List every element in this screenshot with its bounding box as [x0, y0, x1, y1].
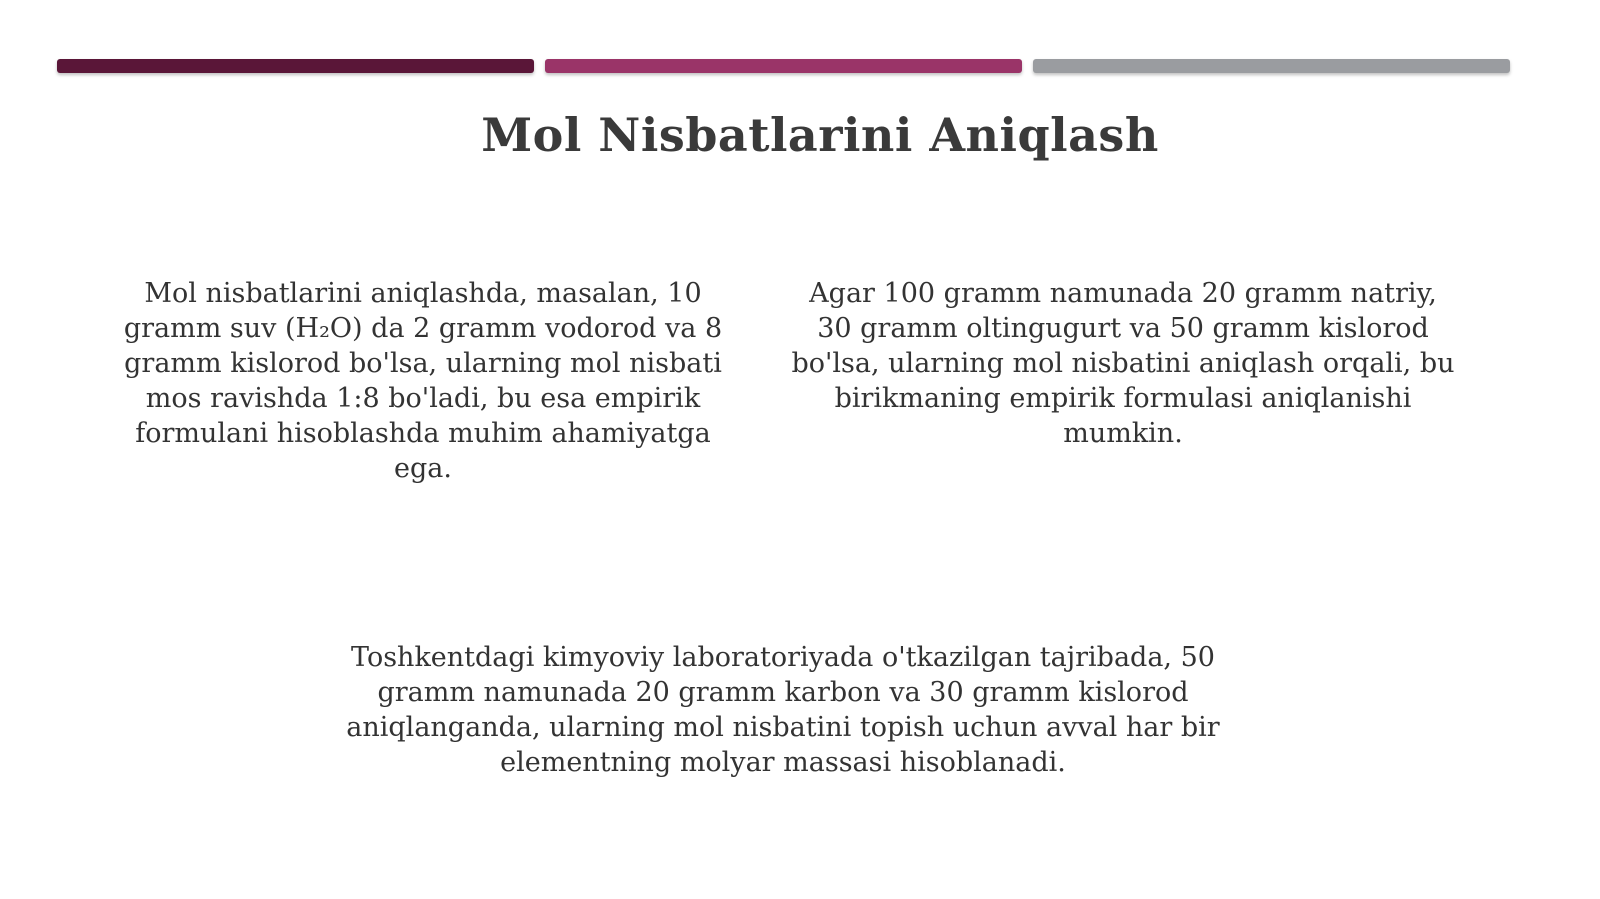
accent-bar-dark	[57, 59, 534, 73]
paragraph-left: Mol nisbatlarini aniqlashda, masalan, 10 gramm suv (H₂O) da 2 gramm vodorod va 8 gramm kislorod bo'lsa, ularning mol nisbati mos ravishda 1:8 bo'ladi, bu esa empirik formulani hisoblashda muhim ahamiyatga ega.	[123, 278, 723, 484]
paragraph-right: Agar 100 gramm namunada 20 gramm natriy, 30 gramm oltingugurt va 50 gramm kislorod bo'lsa, ularning mol nisbatini aniqlash orqali, bu birikmaning empirik formulasi aniqlanishi mumkin.	[791, 278, 1455, 449]
accent-bar-gray	[1033, 59, 1510, 73]
slide-title: Mol Nisbatlarini Aniqlash	[481, 108, 1159, 162]
paragraph-bottom: Toshkentdagi kimyoviy laboratoriyada o'tkazilgan tajribada, 50 gramm namunada 20 gramm karbon va 30 gramm kislorod aniqlanganda, ularning mol nisbatini topish uchun avval har bir elementning molyar massasi hisoblanadi.	[346, 642, 1220, 778]
accent-bar-magenta	[545, 59, 1022, 73]
